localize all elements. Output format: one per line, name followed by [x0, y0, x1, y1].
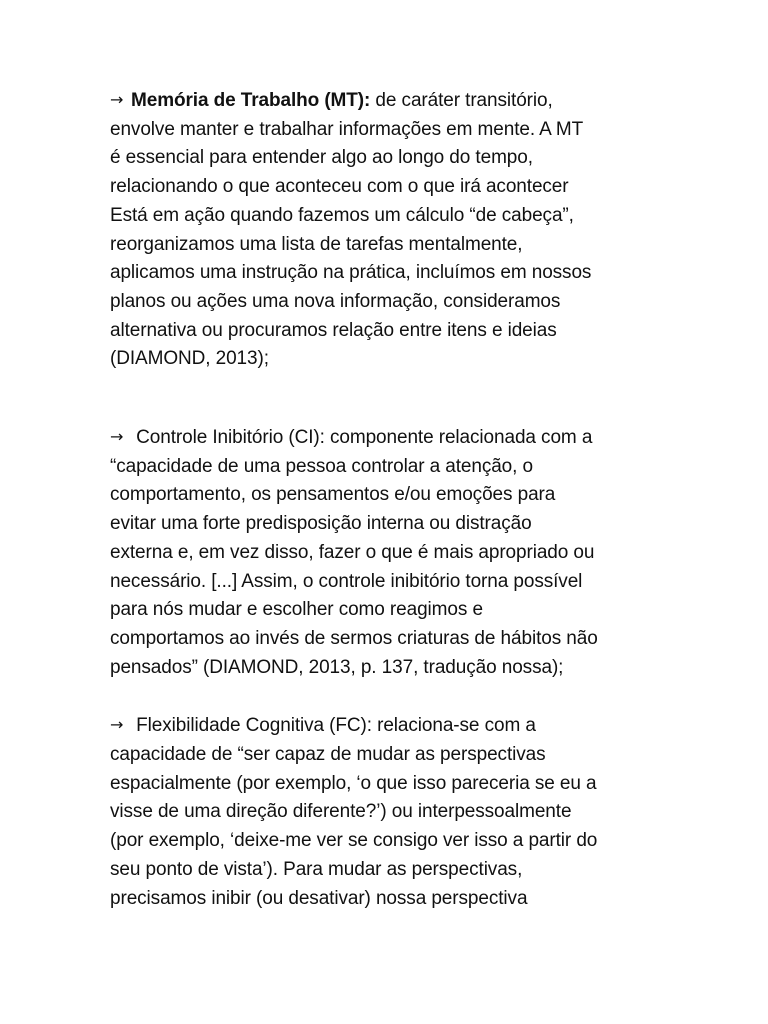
text-line: reorganizamos uma lista de tarefas mentalmente, [110, 233, 523, 255]
text-line: seu ponto de vista’). Para mudar as perspectivas, [110, 858, 523, 880]
text-line: planos ou ações uma nova informação, consideramos [110, 290, 561, 312]
text-line: visse de uma direção diferente?’) ou interpessoalmente [110, 801, 572, 823]
paragraph-inhibitory-control [110, 423, 670, 682]
section-heading-working-memory: Memória de Trabalho (MT): [131, 90, 371, 111]
text-line: comportamos ao invés de sermos criaturas de hábitos não [110, 627, 598, 649]
text-line: pensados” (DIAMOND, 2013, p. 137, tradução nossa); [110, 656, 564, 678]
text-line: relacionando o que aconteceu com o que irá acontecer [110, 176, 569, 198]
document-page [110, 86, 670, 913]
text-line: espacialmente (por exemplo, ‘o que isso pareceria se eu a [110, 772, 597, 794]
text-line: (por exemplo, ‘deixe-me ver se consigo ver isso a partir do [110, 830, 598, 852]
text-line: precisamos inibir (ou desativar) nossa perspectiva [110, 887, 528, 909]
text-line: é essencial para entender algo ao longo do tempo, [110, 147, 533, 169]
text-line: Está em ação quando fazemos um cálculo “de cabeça”, [110, 204, 574, 226]
text-line: evitar uma forte predisposição interna ou distração [110, 513, 532, 535]
text-line: envolve manter e trabalhar informações em mente. A MT [110, 118, 584, 140]
arrow-right-icon: → [110, 715, 124, 735]
text-line: capacidade de “ser capaz de mudar as perspectivas [110, 744, 546, 766]
arrow-right-icon: → [110, 427, 124, 447]
text-line: para nós mudar e escolher como reagimos e [110, 599, 483, 621]
paragraph-working-memory [110, 86, 670, 374]
text-line: → Flexibilidade Cognitiva (FC): relaciona-se com a [110, 711, 670, 741]
text-line: necessário. [...] Assim, o controle inibitório torna possível [110, 570, 583, 592]
arrow-right-icon: → [110, 90, 124, 109]
text-line: (DIAMOND, 2013); [110, 348, 269, 370]
paragraph-cognitive-flexibility [110, 711, 670, 913]
text-line: externa e, em vez disso, fazer o que é mais apropriado ou [110, 541, 595, 563]
text-line: aplicamos uma instrução na prática, incluímos em nossos [110, 262, 592, 284]
text-line: “capacidade de uma pessoa controlar a atenção, o [110, 455, 533, 477]
text-line: → Memória de Trabalho (MT): de caráter transitório, [110, 86, 670, 116]
text-line: → Controle Inibitório (CI): componente relacionada com a [110, 423, 670, 453]
text-line: alternativa ou procuramos relação entre itens e ideias [110, 319, 557, 341]
text-line: comportamento, os pensamentos e/ou emoções para [110, 484, 556, 506]
